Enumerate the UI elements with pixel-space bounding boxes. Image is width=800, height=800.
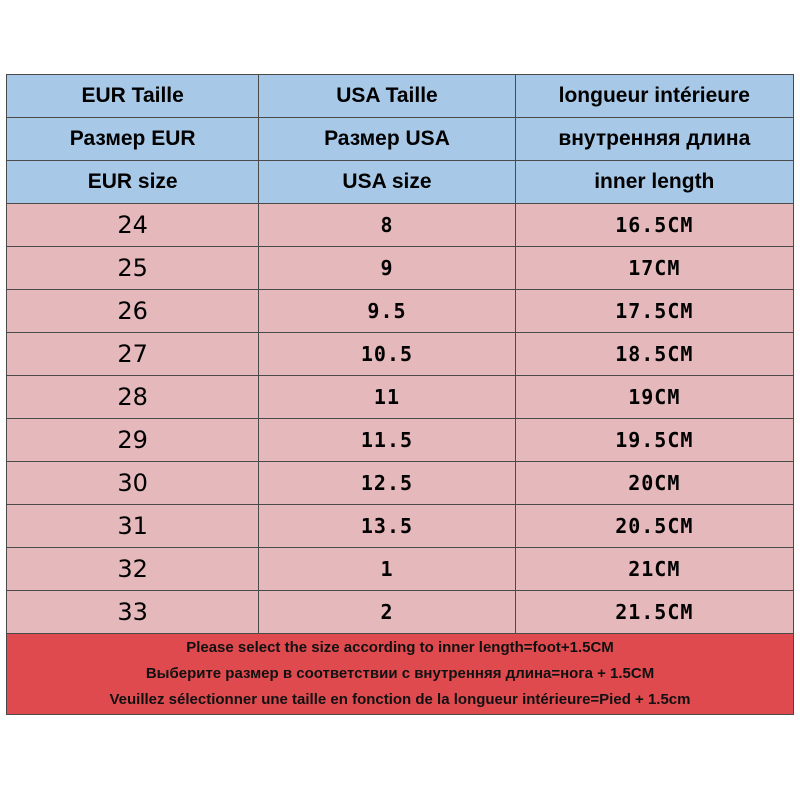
eur-size-cell: 30 [7,462,259,505]
size-row [7,419,794,462]
header-row-english [7,161,794,204]
usa-size-cell: 2 [259,591,515,634]
inner-length-cell: 21.5CM [515,591,793,634]
size-row [7,290,794,333]
usa-size-cell: 11.5 [259,419,515,462]
usa-size-cell: 1 [259,548,515,591]
eur-size-cell: 25 [7,247,259,290]
eur-size-cell: 28 [7,376,259,419]
inner-length-cell: 19CM [515,376,793,419]
size-row [7,462,794,505]
size-instructions-row [7,634,794,715]
inner-length-cell: 17CM [515,247,793,290]
header-row-russian [7,118,794,161]
inner-length-cell: 17.5CM [515,290,793,333]
size-row [7,247,794,290]
header-usa-fr: USA Taille [259,75,515,118]
eur-size-cell: 31 [7,505,259,548]
usa-size-cell: 13.5 [259,505,515,548]
size-row [7,591,794,634]
inner-length-cell: 16.5CM [515,204,793,247]
instruction-french: Veuillez sélectionner une taille en fonction de la longueur intérieure=Pied + 1.5cm [109,691,691,708]
instruction-russian: Выберите размер в соответствии с внутренняя длина=нога + 1.5CM [145,665,655,682]
eur-size-cell: 26 [7,290,259,333]
usa-size-cell: 12.5 [259,462,515,505]
header-row-french [7,75,794,118]
size-row [7,505,794,548]
inner-length-cell: 19.5CM [515,419,793,462]
header-length-fr: longueur intérieure [515,75,793,118]
eur-size-cell: 24 [7,204,259,247]
instruction-english: Please select the size according to inner length=foot+1.5CM [186,639,614,656]
inner-length-cell: 18.5CM [515,333,793,376]
eur-size-cell: 27 [7,333,259,376]
usa-size-cell: 8 [259,204,515,247]
header-length-ru: внутренняя длина [515,118,793,161]
inner-length-cell: 21CM [515,548,793,591]
usa-size-cell: 9 [259,247,515,290]
size-instructions-cell [7,634,794,715]
inner-length-cell: 20CM [515,462,793,505]
eur-size-cell: 33 [7,591,259,634]
size-row [7,548,794,591]
header-usa-ru: Размер USA [259,118,515,161]
header-length-en: inner length [515,161,793,204]
usa-size-cell: 11 [259,376,515,419]
header-eur-en: EUR size [7,161,259,204]
header-eur-ru: Размер EUR [7,118,259,161]
size-row [7,376,794,419]
usa-size-cell: 10.5 [259,333,515,376]
size-row [7,333,794,376]
size-row [7,204,794,247]
size-chart-table [6,74,794,715]
inner-length-cell: 20.5CM [515,505,793,548]
eur-size-cell: 29 [7,419,259,462]
header-usa-en: USA size [259,161,515,204]
usa-size-cell: 9.5 [259,290,515,333]
header-eur-fr: EUR Taille [7,75,259,118]
eur-size-cell: 32 [7,548,259,591]
